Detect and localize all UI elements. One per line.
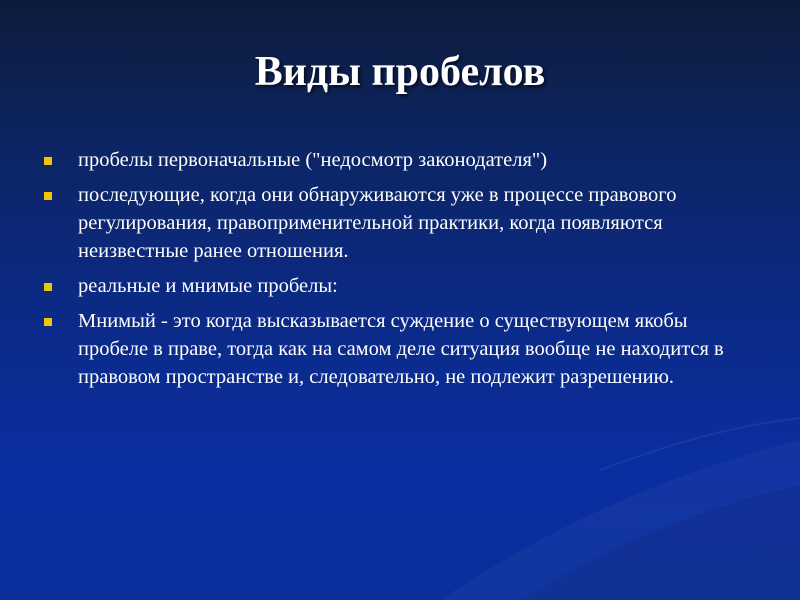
bullet-item xyxy=(38,272,750,300)
square-bullet-icon xyxy=(44,157,52,165)
square-bullet-icon xyxy=(44,318,52,326)
bullet-text: пробелы первоначальные ("недосмотр законодателя") xyxy=(78,149,548,171)
bullet-item xyxy=(38,181,750,265)
bullet-text: реальные и мнимые пробелы: xyxy=(78,275,338,297)
square-bullet-icon xyxy=(44,192,52,200)
bullet-list xyxy=(38,146,750,398)
bullet-item xyxy=(38,307,750,391)
bullet-text: последующие, когда они обнаруживаются уже в процессе правового регулирования, правоприменительной практики, когда появляются неизвестные ранее отношения. xyxy=(78,184,677,262)
square-bullet-icon xyxy=(44,283,52,291)
bullet-text: Мнимый - это когда высказывается суждение о существующем якобы пробеле в праве, тогда как на самом деле ситуация вообще не находится в правовом пространстве и, следовательно, не подлежит разрешению. xyxy=(78,310,724,388)
slide-title: Виды пробелов xyxy=(254,49,546,95)
bullet-item xyxy=(38,146,750,174)
